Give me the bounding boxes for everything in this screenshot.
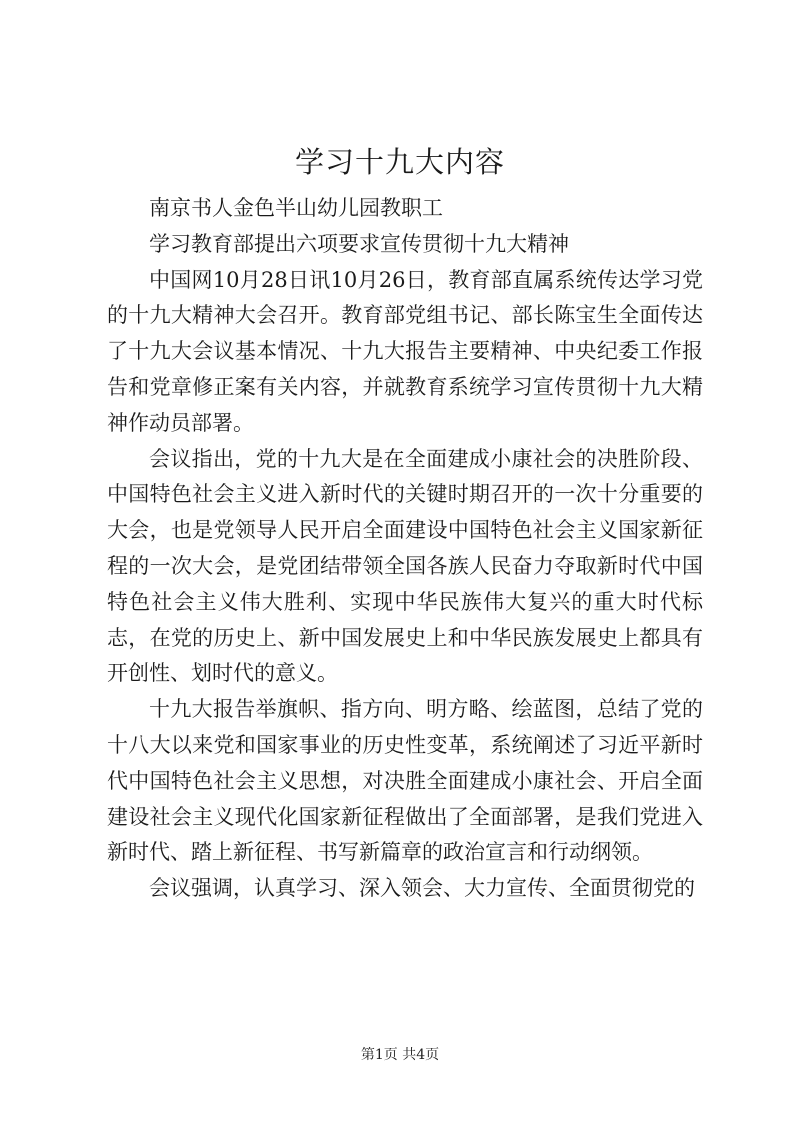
document-title: 学习十九大内容: [294, 145, 505, 179]
document-body: [107, 191, 703, 907]
paragraph-meeting-points: 会议指出，党的十九大是在全面建成小康社会的决胜阶段、中国特色社会主义进入新时代的关键时期召开的一次十分重要的大会，也是党领导人民开启全面建设中国特色社会主义国家新征程的一次大会，是党团结带领全国各族人民奋力夺取新时代中国特色社会主义伟大胜利、实现中华民族伟大复兴的重大时代标志，在党的历史上、新中国发展史上和中华民族发展史上都具有开创性、划时代的意义。: [107, 446, 703, 686]
paragraph-meeting-emphasis: 会议强调，认真学习、深入领会、大力宣传、全面贯彻党的: [149, 876, 695, 901]
paragraph-report-summary: 十九大报告举旗帜、指方向、明方略、绘蓝图，总结了党的十八大以来党和国家事业的历史性变革，系统阐述了习近平新时代中国特色社会主义思想，对决胜全面建成小康社会、开启全面建设社会主义现代化国家新征程做出了全面部署，是我们党进入新时代、踏上新征程、书写新篇章的政治宣言和行动纲领。: [107, 697, 703, 865]
page-footer: 第1页 共4页: [360, 1047, 440, 1063]
paragraph-heading: 学习教育部提出六项要求宣传贯彻十九大精神: [149, 231, 569, 256]
paragraph-news: 中国网10月28日讯10月26日，教育部直属系统传达学习党的十九大精神大会召开。教育部党组书记、部长陈宝生全面传达了十九大会议基本情况、十九大报告主要精神、中央纪委工作报告和党章修正案有关内容，并就教育系统学习宣传贯彻十九大精神作动员部署。: [107, 267, 703, 435]
paragraph-author: 南京书人金色半山幼儿园教职工: [149, 196, 443, 220]
